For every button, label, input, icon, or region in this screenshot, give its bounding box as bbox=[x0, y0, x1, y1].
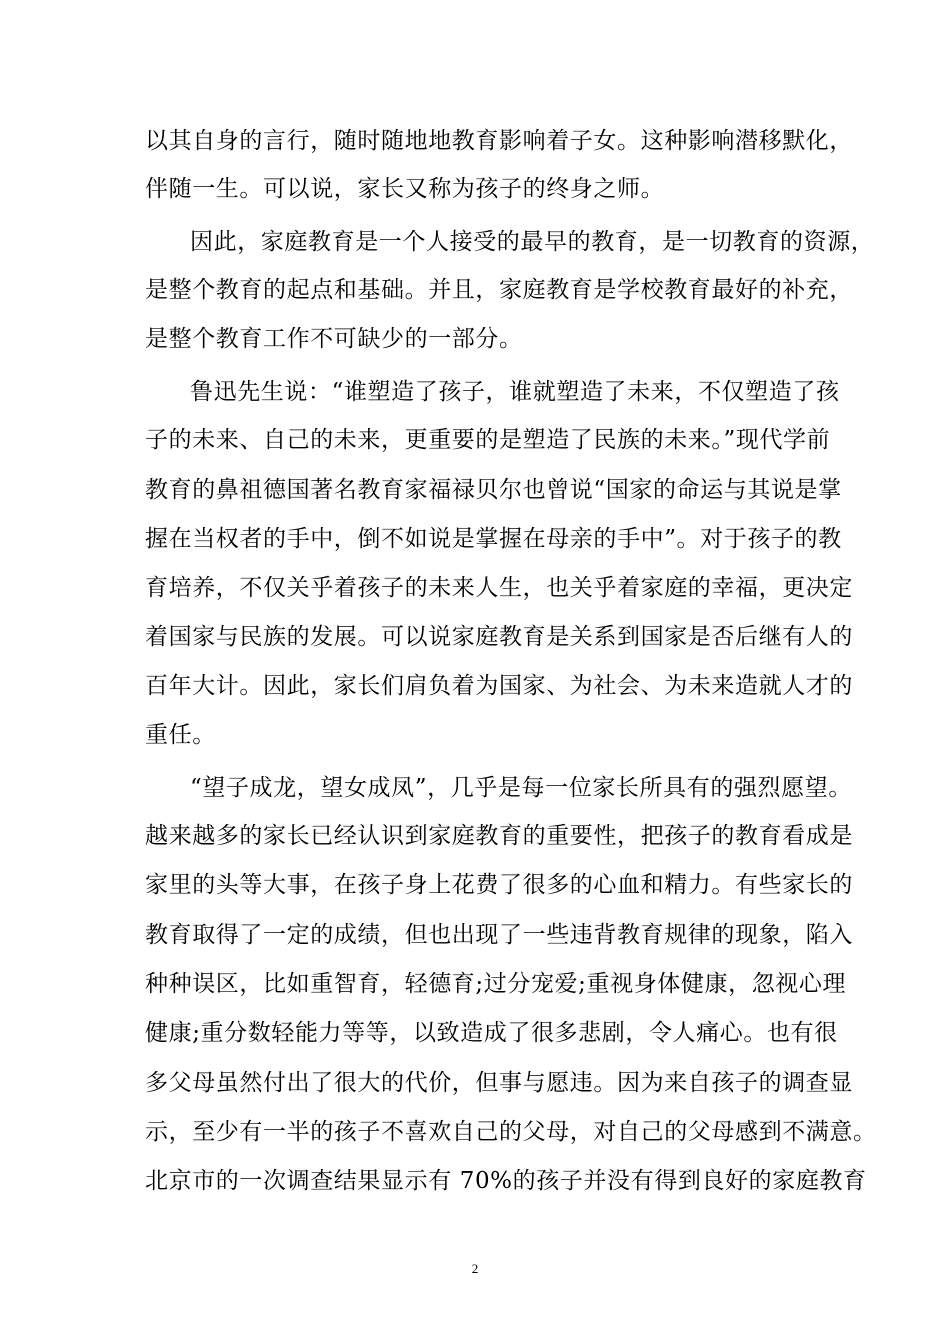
text-line: 是整个教育的起点和基础。并且，家庭教育是学校教育最好的补充， bbox=[145, 277, 853, 303]
text-line: 种种误区，比如重智育，轻德育;过分宠爱;重视身体健康，忽视心理 bbox=[145, 971, 847, 997]
paragraph-first-line: 因此，家庭教育是一个人接受的最早的教育，是一切教育的资源， bbox=[190, 229, 875, 255]
paragraph-first-line: “望子成龙，望女成凤”，几乎是每一位家长所具有的强烈愿望。 bbox=[190, 775, 852, 801]
text-line: 以其自身的言行，随时随地地教育影响着子女。这种影响潜移默化， bbox=[145, 128, 853, 154]
text-line: 着国家与民族的发展。可以说家庭教育是关系到国家是否后继有人的 bbox=[145, 624, 853, 650]
text-line: 家里的头等大事，在孩子身上花费了很多的心血和精力。有些家长的 bbox=[145, 872, 853, 898]
text-line: 越来越多的家长已经认识到家庭教育的重要性，把孩子的教育看成是 bbox=[145, 823, 853, 849]
text-line: 握在当权者的手中，倒不如说是掌握在母亲的手中”。对于孩子的教 bbox=[145, 526, 842, 552]
text-line: 教育的鼻祖德国著名教育家福禄贝尔也曾说“国家的命运与其说是掌 bbox=[145, 477, 842, 503]
text-line: 北京市的一次调查结果显示有 70%的孩子并没有得到良好的家庭教育 bbox=[145, 1168, 867, 1194]
text-line: 百年大计。因此，家长们肩负着为国家、为社会、为未来造就人才的 bbox=[145, 673, 853, 699]
text-line: 伴随一生。可以说，家长又称为孩子的终身之师。 bbox=[145, 176, 665, 202]
text-line: 育培养，不仅关乎着孩子的未来人生，也关乎着家庭的幸福，更决定 bbox=[145, 575, 853, 601]
text-line: 健康;重分数轻能力等等，以致造成了很多悲剧，令人痛心。也有很 bbox=[145, 1020, 838, 1046]
text-line: 教育取得了一定的成绩，但也出现了一些违背教育规律的现象，陷入 bbox=[145, 922, 853, 948]
page-number: 2 bbox=[471, 1261, 479, 1276]
paragraph-first-line: 鲁迅先生说：“谁塑造了孩子，谁就塑造了未来，不仅塑造了孩 bbox=[190, 379, 840, 405]
text-line: 多父母虽然付出了很大的代价，但事与愿违。因为来自孩子的调查显 bbox=[145, 1070, 853, 1096]
text-line: 示，至少有一半的孩子不喜欢自己的父母，对自己的父母感到不满意。 bbox=[145, 1119, 877, 1145]
text-line: 重任。 bbox=[145, 722, 216, 748]
text-line: 是整个教育工作不可缺少的一部分。 bbox=[145, 326, 523, 352]
text-line: 子的未来、自己的未来，更重要的是塑造了民族的未来。”现代学前 bbox=[145, 427, 831, 453]
